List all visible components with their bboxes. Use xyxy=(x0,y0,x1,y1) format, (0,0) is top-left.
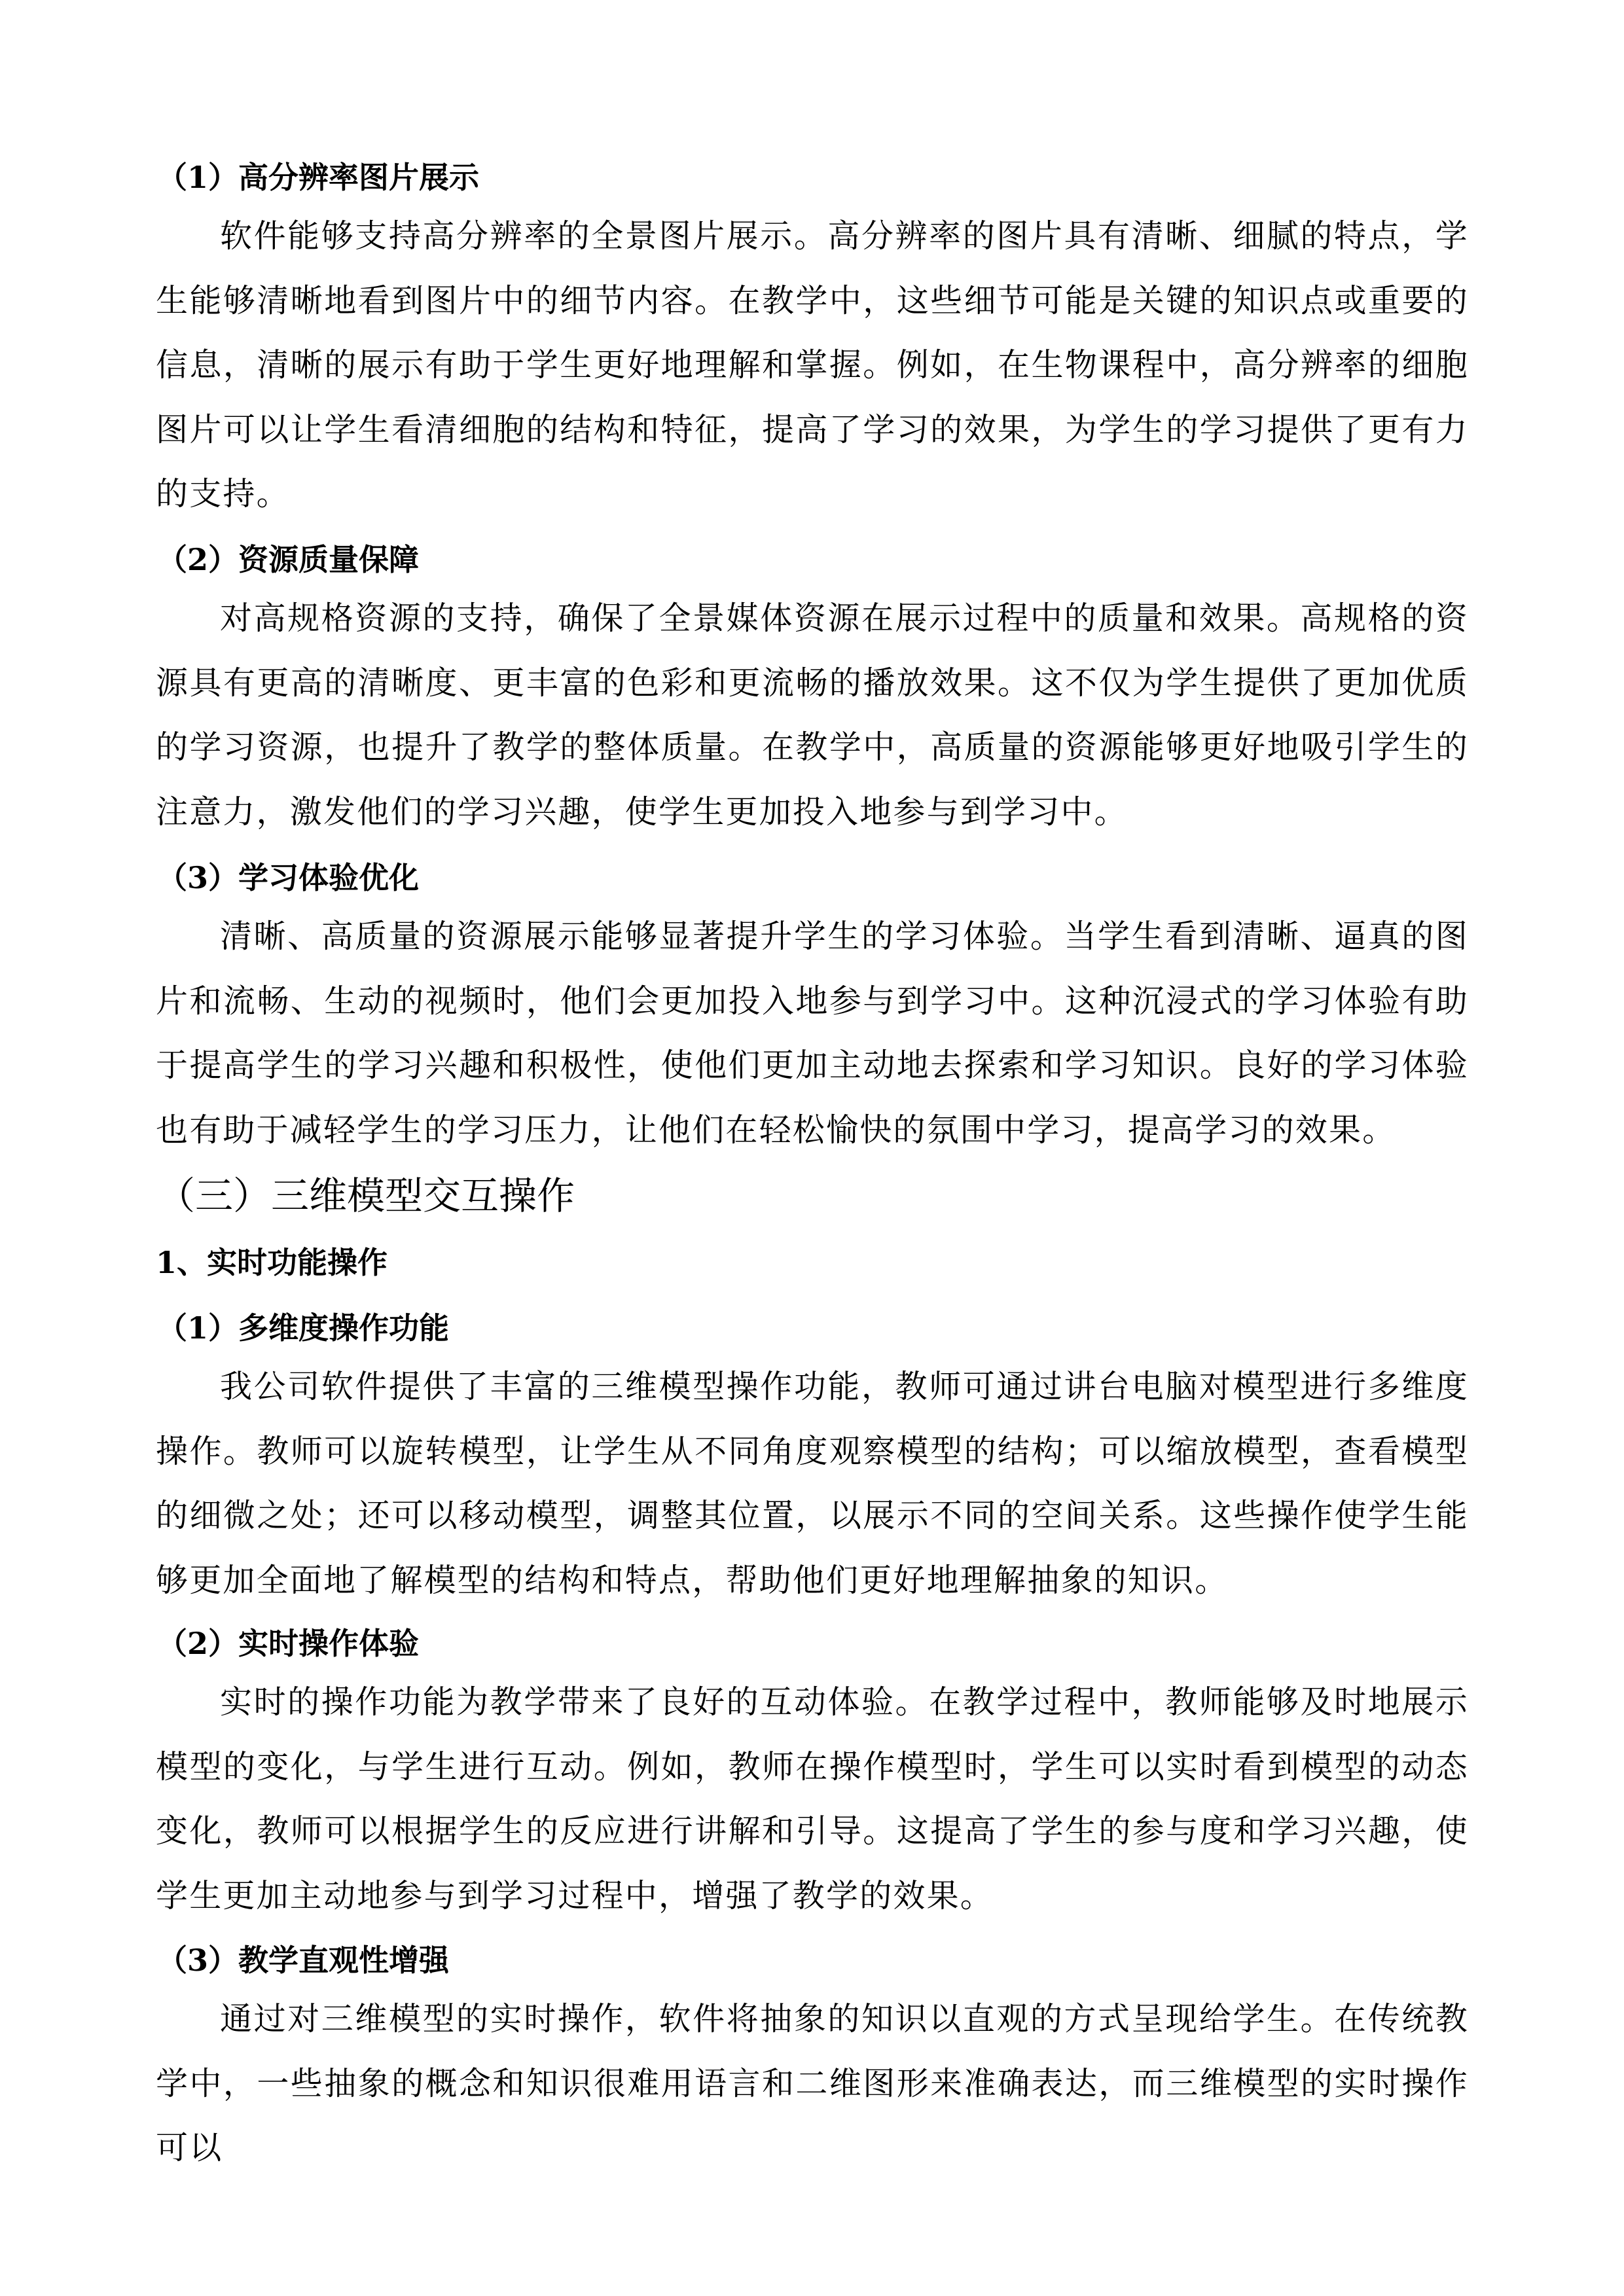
section-paragraph-3: 清晰、高质量的资源展示能够显著提升学生的学习体验。当学生看到清晰、逼真的图片和流畅、生动的视频时，他们会更加投入地参与到学习中。这种沉浸式的学习体验有助于提高学生的学习兴趣和积极性，使他们更加主动地去探索和学习知识。良好的学习体验也有助于减轻学生的学习压力，让他们在轻松愉快的氛围中学习，提高学习的效果。 xyxy=(156,918,1469,1149)
section-heading-1: （1）高分辨率图片展示 xyxy=(157,160,480,195)
section-paragraph-2: 对高规格资源的支持，确保了全景媒体资源在展示过程中的质量和效果。高规格的资源具有更高的清晰度、更丰富的色彩和更流畅的播放效果。这不仅为学生提供了更加优质的学习资源，也提升了教学的整体质量。在教学中，高质量的资源能够更好地吸引学生的注意力，激发他们的学习兴趣，使学生更加投入地参与到学习中。 xyxy=(156,600,1469,831)
subsection-heading: 1、实时功能操作 xyxy=(156,1245,388,1280)
section-heading-4: （1）多维度操作功能 xyxy=(157,1310,450,1346)
section-heading-5: （2）实时操作体验 xyxy=(157,1626,420,1661)
section-heading-3: （3）学习体验优化 xyxy=(157,860,420,895)
section-paragraph-1: 软件能够支持高分辨率的全景图片展示。高分辨率的图片具有清晰、细腻的特点，学生能够清晰地看到图片中的细节内容。在教学中，这些细节可能是关键的知识点或重要的信息，清晰的展示有助于学生更好地理解和掌握。例如，在生物课程中，高分辨率的细胞图片可以让学生看清细胞的结构和特征，提高了学习的效果，为学生的学习提供了更有力的支持。 xyxy=(156,217,1469,512)
section-heading-6: （3）教学直观性增强 xyxy=(157,1943,450,1978)
section-heading-2: （2）资源质量保障 xyxy=(157,542,420,577)
section-paragraph-5: 实时的操作功能为教学带来了良好的互动体验。在教学过程中，教师能够及时地展示模型的变化，与学生进行互动。例如，教师在操作模型时，学生可以实时看到模型的动态变化，教师可以根据学生的反应进行讲解和引导。这提高了学生的参与度和学习兴趣，使学生更加主动地参与到学习过程中，增强了教学的效果。 xyxy=(156,1683,1469,1914)
section-paragraph-4: 我公司软件提供了丰富的三维模型操作功能，教师可通过讲台电脑对模型进行多维度操作。教师可以旋转模型，让学生从不同角度观察模型的结构；可以缩放模型，查看模型的细微之处；还可以移动模型，调整其位置，以展示不同的空间关系。这些操作使学生能够更加全面地了解模型的结构和特点，帮助他们更好地理解抽象的知识。 xyxy=(156,1368,1469,1599)
chapter-heading: （三）三维模型交互操作 xyxy=(157,1174,575,1218)
section-paragraph-6: 通过对三维模型的实时操作，软件将抽象的知识以直观的方式呈现给学生。在传统教学中，一些抽象的概念和知识很难用语言和二维图形来准确表达，而三维模型的实时操作可以 xyxy=(156,2000,1469,2166)
